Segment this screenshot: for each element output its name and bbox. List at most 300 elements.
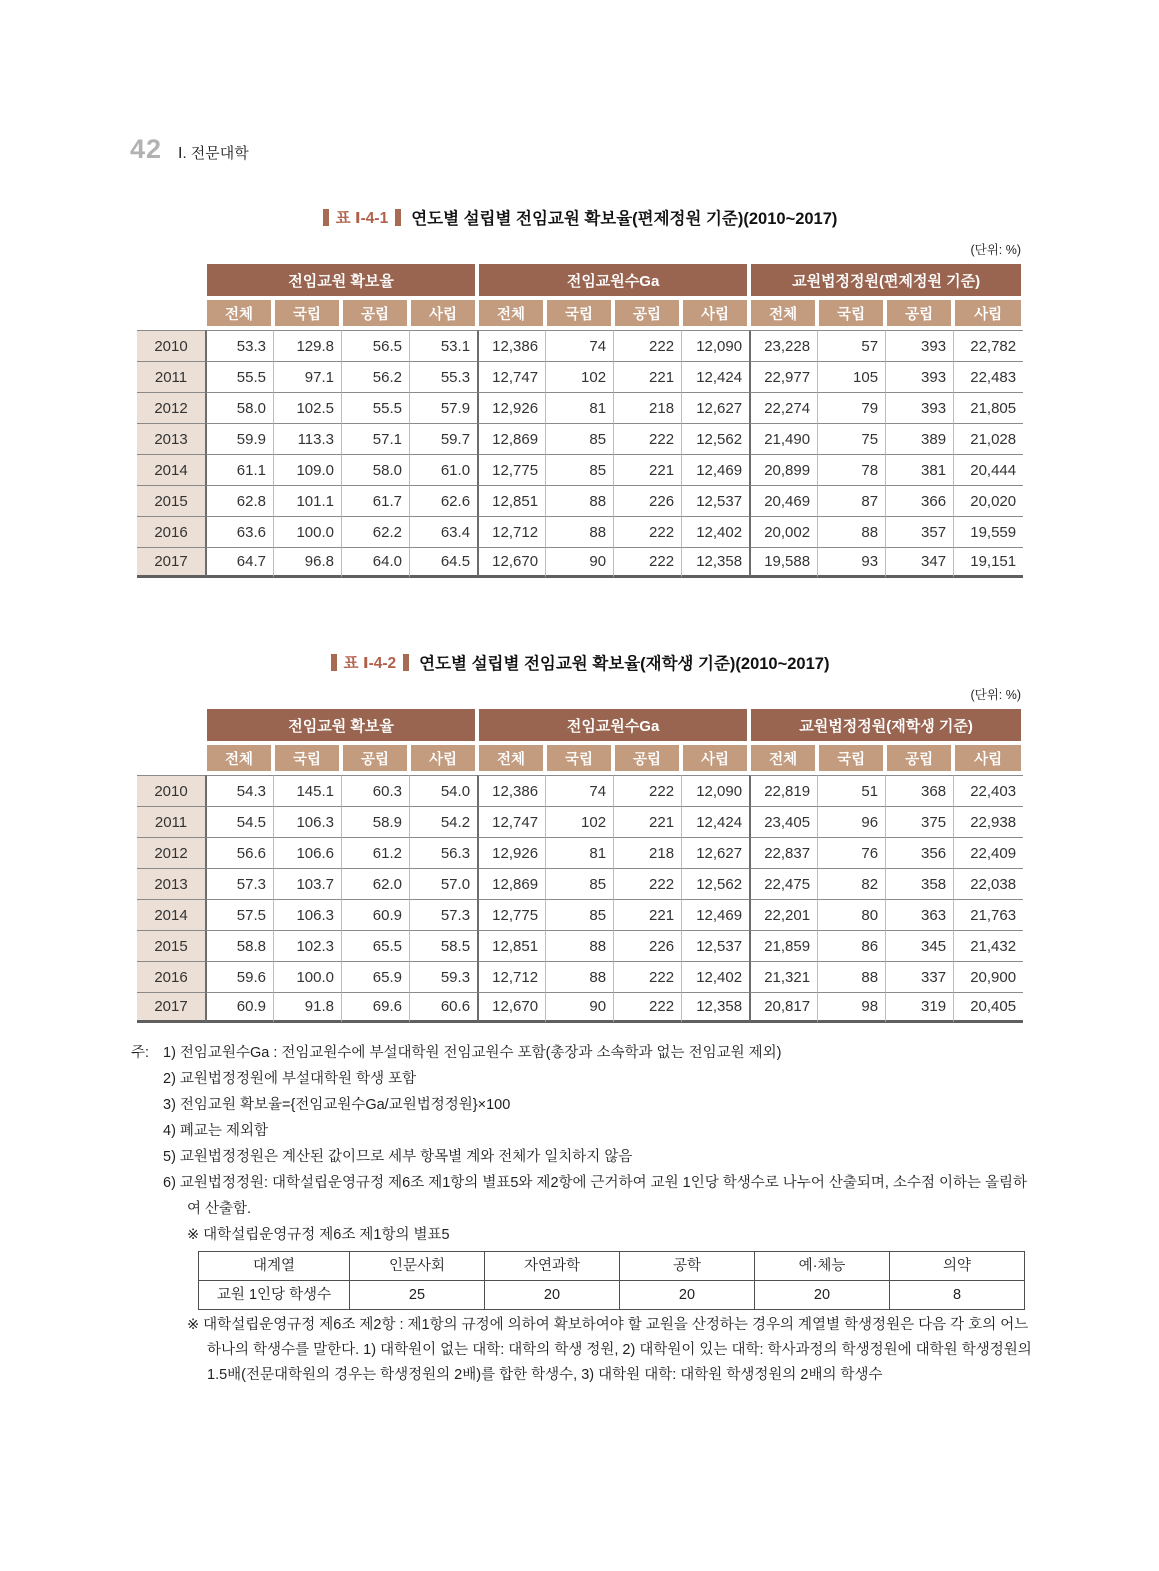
value-cell: 87 (817, 485, 885, 516)
column-header-cell: 공립 (885, 298, 953, 330)
reference-note-1: ※ 대학설립운영규정 제6조 제1항의 별표5 (187, 1227, 450, 1243)
value-cell: 60.3 (341, 775, 409, 806)
value-cell: 21,763 (953, 899, 1023, 930)
value-cell: 102 (545, 806, 613, 837)
value-cell: 12,562 (681, 423, 749, 454)
value-cell: 20,444 (953, 454, 1023, 485)
ratio-cell: 8 (890, 1281, 1025, 1310)
column-header-cell: 국립 (817, 298, 885, 330)
value-cell: 221 (613, 454, 681, 485)
value-cell: 54.5 (205, 806, 273, 837)
column-header-cell: 전체 (749, 743, 817, 775)
year-cell: 2012 (137, 392, 205, 423)
group-header-cell: 교원법정정원(재학생 기준) (749, 707, 1023, 743)
value-cell: 56.5 (341, 330, 409, 361)
value-cell: 57.5 (205, 899, 273, 930)
value-cell: 62.8 (205, 485, 273, 516)
value-cell: 88 (545, 930, 613, 961)
value-cell: 96 (817, 806, 885, 837)
value-cell: 12,627 (681, 837, 749, 868)
column-header-cell: 전체 (205, 743, 273, 775)
value-cell: 54.0 (409, 775, 477, 806)
value-cell: 61.2 (341, 837, 409, 868)
value-cell: 57 (817, 330, 885, 361)
value-cell: 60.9 (341, 899, 409, 930)
value-cell: 88 (817, 516, 885, 547)
value-cell: 56.6 (205, 837, 273, 868)
value-cell: 358 (885, 868, 953, 899)
value-cell: 12,537 (681, 485, 749, 516)
value-cell: 88 (545, 961, 613, 992)
value-cell: 12,869 (477, 423, 545, 454)
value-cell: 74 (545, 330, 613, 361)
value-cell: 12,562 (681, 868, 749, 899)
table-row (137, 423, 1023, 454)
value-cell: 12,090 (681, 330, 749, 361)
value-cell: 345 (885, 930, 953, 961)
value-cell: 381 (885, 454, 953, 485)
value-cell: 22,483 (953, 361, 1023, 392)
value-cell: 61.1 (205, 454, 273, 485)
value-cell: 51 (817, 775, 885, 806)
value-cell: 59.7 (409, 423, 477, 454)
value-cell: 12,712 (477, 961, 545, 992)
column-header-cell: 공립 (341, 298, 409, 330)
table-1 (137, 262, 1023, 578)
value-cell: 12,424 (681, 806, 749, 837)
column-header-cell: 사립 (681, 298, 749, 330)
value-cell: 218 (613, 837, 681, 868)
table1-body (137, 330, 1023, 578)
value-cell: 57.1 (341, 423, 409, 454)
page-header (130, 134, 249, 165)
value-cell: 357 (885, 516, 953, 547)
note-item: 6) 교원법정정원: 대학설립운영규정 제6조 제1항의 별표5와 제2항에 근거하여 교원 1인당 학생수로 나누어 산출되며, 소수점 이하는 올림하여 산출함. (163, 1175, 1028, 1217)
value-cell: 19,588 (749, 547, 817, 578)
value-cell: 100.0 (273, 516, 341, 547)
column-header-cell: 국립 (545, 298, 613, 330)
value-cell: 129.8 (273, 330, 341, 361)
value-cell: 12,670 (477, 992, 545, 1023)
table-row (137, 992, 1023, 1023)
value-cell: 363 (885, 899, 953, 930)
value-cell: 12,926 (477, 392, 545, 423)
title-bar-icon (395, 209, 401, 226)
value-cell: 221 (613, 361, 681, 392)
table-row (137, 775, 1023, 806)
year-cell: 2015 (137, 485, 205, 516)
value-cell: 79 (817, 392, 885, 423)
column-header-cell: 사립 (409, 743, 477, 775)
table1-tag (323, 206, 402, 228)
year-cell: 2015 (137, 930, 205, 961)
title-bar-icon (323, 209, 329, 226)
value-cell: 19,559 (953, 516, 1023, 547)
page-number: 42 (130, 134, 163, 164)
value-cell: 22,475 (749, 868, 817, 899)
value-cell: 12,537 (681, 930, 749, 961)
value-cell: 20,817 (749, 992, 817, 1023)
value-cell: 222 (613, 423, 681, 454)
value-cell: 12,386 (477, 775, 545, 806)
table2-section (137, 650, 1023, 1023)
ratio-cell: 의약 (890, 1252, 1025, 1281)
value-cell: 337 (885, 961, 953, 992)
value-cell: 12,090 (681, 775, 749, 806)
year-cell: 2017 (137, 547, 205, 578)
year-cell: 2013 (137, 423, 205, 454)
column-header-cell: 사립 (953, 743, 1023, 775)
note-item: 5) 교원법정정원은 계산된 값이므로 세부 항목별 계와 전체가 일치하지 않음 (163, 1149, 633, 1165)
table-row (137, 361, 1023, 392)
value-cell: 63.6 (205, 516, 273, 547)
column-header-cell: 전체 (205, 298, 273, 330)
value-cell: 75 (817, 423, 885, 454)
footnotes-list (131, 1040, 1032, 1388)
value-cell: 218 (613, 392, 681, 423)
value-cell: 65.9 (341, 961, 409, 992)
table-row (137, 485, 1023, 516)
table2-tag-label: 표 Ⅰ-4-2 (343, 655, 397, 672)
value-cell: 22,201 (749, 899, 817, 930)
table1-section (137, 205, 1023, 578)
ratio-value-row (199, 1281, 1025, 1310)
column-header-cell: 공립 (341, 743, 409, 775)
table2-tag (331, 651, 410, 673)
value-cell: 102.5 (273, 392, 341, 423)
ratio-cell: 20 (620, 1281, 755, 1310)
value-cell: 86 (817, 930, 885, 961)
column-header-cell: 공립 (885, 743, 953, 775)
column-header-cell: 사립 (681, 743, 749, 775)
value-cell: 88 (545, 516, 613, 547)
value-cell: 61.0 (409, 454, 477, 485)
value-cell: 69.6 (341, 992, 409, 1023)
value-cell: 81 (545, 392, 613, 423)
value-cell: 82 (817, 868, 885, 899)
value-cell: 53.3 (205, 330, 273, 361)
value-cell: 356 (885, 837, 953, 868)
table2-title-text: 연도별 설립별 전임교원 확보율(재학생 기준)(2010~2017) (419, 655, 830, 673)
value-cell: 55.3 (409, 361, 477, 392)
value-cell: 21,321 (749, 961, 817, 992)
value-cell: 54.2 (409, 806, 477, 837)
value-cell: 21,432 (953, 930, 1023, 961)
footnotes (131, 1040, 1032, 1388)
value-cell: 23,228 (749, 330, 817, 361)
note-item: 4) 폐교는 제외함 (163, 1123, 268, 1139)
value-cell: 12,869 (477, 868, 545, 899)
value-cell: 80 (817, 899, 885, 930)
value-cell: 85 (545, 423, 613, 454)
column-header-cell: 사립 (409, 298, 477, 330)
table1-tag-label: 표 Ⅰ-4-1 (335, 210, 389, 227)
value-cell: 22,819 (749, 775, 817, 806)
value-cell: 22,403 (953, 775, 1023, 806)
value-cell: 12,358 (681, 547, 749, 578)
value-cell: 20,900 (953, 961, 1023, 992)
ratio-cell: 20 (755, 1281, 890, 1310)
value-cell: 56.3 (409, 837, 477, 868)
notes-items (163, 1040, 1032, 1388)
group-header-cell: 전임교원수Ga (477, 262, 749, 298)
value-cell: 88 (545, 485, 613, 516)
year-cell: 2011 (137, 361, 205, 392)
header-corner-cell (137, 707, 205, 743)
value-cell: 22,782 (953, 330, 1023, 361)
value-cell: 22,038 (953, 868, 1023, 899)
value-cell: 62.0 (341, 868, 409, 899)
group-header-row (137, 707, 1023, 743)
value-cell: 12,402 (681, 516, 749, 547)
value-cell: 62.2 (341, 516, 409, 547)
header-corner-cell (137, 298, 205, 330)
table1-title-text: 연도별 설립별 전임교원 확보율(편제정원 기준)(2010~2017) (411, 210, 838, 228)
value-cell: 58.5 (409, 930, 477, 961)
value-cell: 106.3 (273, 806, 341, 837)
value-cell: 64.5 (409, 547, 477, 578)
value-cell: 59.9 (205, 423, 273, 454)
group-header-row (137, 262, 1023, 298)
value-cell: 63.4 (409, 516, 477, 547)
value-cell: 393 (885, 361, 953, 392)
value-cell: 226 (613, 930, 681, 961)
year-cell: 2016 (137, 516, 205, 547)
value-cell: 222 (613, 330, 681, 361)
year-cell: 2016 (137, 961, 205, 992)
column-header-cell: 공립 (613, 743, 681, 775)
note-item: 3) 전임교원 확보율={전임교원수Ga/교원법정정원}×100 (163, 1097, 511, 1113)
value-cell: 21,490 (749, 423, 817, 454)
value-cell: 12,712 (477, 516, 545, 547)
table-row (137, 868, 1023, 899)
ratio-cell: 대계열 (199, 1252, 350, 1281)
year-cell: 2014 (137, 454, 205, 485)
column-header-cell: 전체 (477, 298, 545, 330)
ratio-cell: 공학 (620, 1252, 755, 1281)
year-cell: 2010 (137, 330, 205, 361)
value-cell: 109.0 (273, 454, 341, 485)
note-item: 1) 전임교원수Ga : 전임교원수에 부설대학원 전임교원수 포함(총장과 소속학과 없는 전임교원 제외) (163, 1045, 782, 1061)
value-cell: 221 (613, 806, 681, 837)
value-cell: 319 (885, 992, 953, 1023)
value-cell: 55.5 (341, 392, 409, 423)
value-cell: 20,899 (749, 454, 817, 485)
note-item: 2) 교원법정정원에 부설대학원 학생 포함 (163, 1071, 417, 1087)
value-cell: 23,405 (749, 806, 817, 837)
value-cell: 61.7 (341, 485, 409, 516)
value-cell: 74 (545, 775, 613, 806)
value-cell: 393 (885, 392, 953, 423)
value-cell: 57.9 (409, 392, 477, 423)
table-row (137, 516, 1023, 547)
table-row (137, 547, 1023, 578)
value-cell: 20,020 (953, 485, 1023, 516)
value-cell: 101.1 (273, 485, 341, 516)
value-cell: 12,469 (681, 454, 749, 485)
title-bar-icon (331, 654, 337, 671)
table-row (137, 330, 1023, 361)
ratio-cell: 25 (350, 1281, 485, 1310)
year-cell: 2012 (137, 837, 205, 868)
reference-note-2: ※ 대학설립운영규정 제6조 제2항 : 제1항의 규정에 의하여 확보하여야 할 교원을 산정하는 경우의 계열별 학생정원은 다음 각 호의 어느 하나의 학생수를 말한다. 1) 대학원이 없는 대학: 대학의 학생 정원, 2) 대학원이 있는 대학: 학사과정의 학생정원에 대학원 학생정원의 1.5배(전문대학원의 경우는 학생정원의 2배)를 합한 학생수, 3) 대학원 대학: 대학원 학생정원의 2배의 학생수 (187, 1317, 1032, 1383)
column-header-cell: 국립 (817, 743, 885, 775)
value-cell: 22,977 (749, 361, 817, 392)
table2-body (137, 775, 1023, 1023)
value-cell: 60.6 (409, 992, 477, 1023)
value-cell: 58.9 (341, 806, 409, 837)
value-cell: 96.8 (273, 547, 341, 578)
notes-prefix: 주: (131, 1045, 150, 1061)
value-cell: 88 (817, 961, 885, 992)
value-cell: 145.1 (273, 775, 341, 806)
group-header-cell: 전임교원 확보율 (205, 707, 477, 743)
group-header-cell: 전임교원 확보율 (205, 262, 477, 298)
value-cell: 78 (817, 454, 885, 485)
value-cell: 106.3 (273, 899, 341, 930)
ratio-header-row (199, 1252, 1025, 1281)
value-cell: 368 (885, 775, 953, 806)
value-cell: 56.2 (341, 361, 409, 392)
value-cell: 57.3 (205, 868, 273, 899)
ratio-cell: 20 (485, 1281, 620, 1310)
value-cell: 22,938 (953, 806, 1023, 837)
value-cell: 65.5 (341, 930, 409, 961)
value-cell: 12,670 (477, 547, 545, 578)
column-header-cell: 전체 (477, 743, 545, 775)
value-cell: 62.6 (409, 485, 477, 516)
value-cell: 20,469 (749, 485, 817, 516)
table-row (137, 837, 1023, 868)
value-cell: 347 (885, 547, 953, 578)
value-cell: 221 (613, 899, 681, 930)
value-cell: 21,859 (749, 930, 817, 961)
value-cell: 12,747 (477, 361, 545, 392)
value-cell: 58.8 (205, 930, 273, 961)
value-cell: 222 (613, 775, 681, 806)
value-cell: 59.6 (205, 961, 273, 992)
header-corner-cell (137, 743, 205, 775)
year-cell: 2011 (137, 806, 205, 837)
value-cell: 12,402 (681, 961, 749, 992)
value-cell: 222 (613, 547, 681, 578)
unit-label: (단위: %) (970, 688, 1021, 702)
value-cell: 81 (545, 837, 613, 868)
table-row (137, 392, 1023, 423)
ratio-table-body (199, 1281, 1025, 1310)
column-header-cell: 사립 (953, 298, 1023, 330)
table-row (137, 930, 1023, 961)
value-cell: 393 (885, 330, 953, 361)
value-cell: 54.3 (205, 775, 273, 806)
section-label: Ⅰ. 전문대학 (178, 145, 249, 162)
value-cell: 90 (545, 547, 613, 578)
ratio-cell: 예·체능 (755, 1252, 890, 1281)
value-cell: 21,028 (953, 423, 1023, 454)
year-cell: 2013 (137, 868, 205, 899)
table1-title (137, 205, 1023, 229)
value-cell: 93 (817, 547, 885, 578)
group-header-cell: 교원법정정원(편제정원 기준) (749, 262, 1023, 298)
column-header-cell: 공립 (613, 298, 681, 330)
value-cell: 12,747 (477, 806, 545, 837)
ratio-cell: 인문사회 (350, 1252, 485, 1281)
value-cell: 58.0 (341, 454, 409, 485)
value-cell: 98 (817, 992, 885, 1023)
table2-header (137, 707, 1023, 775)
value-cell: 389 (885, 423, 953, 454)
value-cell: 22,837 (749, 837, 817, 868)
value-cell: 103.7 (273, 868, 341, 899)
value-cell: 19,151 (953, 547, 1023, 578)
value-cell: 222 (613, 961, 681, 992)
value-cell: 22,274 (749, 392, 817, 423)
value-cell: 12,775 (477, 899, 545, 930)
value-cell: 106.6 (273, 837, 341, 868)
value-cell: 102 (545, 361, 613, 392)
column-header-cell: 국립 (273, 298, 341, 330)
value-cell: 12,851 (477, 930, 545, 961)
value-cell: 57.3 (409, 899, 477, 930)
value-cell: 57.0 (409, 868, 477, 899)
value-cell: 12,386 (477, 330, 545, 361)
title-bar-icon (403, 654, 409, 671)
value-cell: 20,002 (749, 516, 817, 547)
table-2 (137, 707, 1023, 1023)
group-header-cell: 전임교원수Ga (477, 707, 749, 743)
value-cell: 90 (545, 992, 613, 1023)
value-cell: 97.1 (273, 361, 341, 392)
value-cell: 100.0 (273, 961, 341, 992)
table-row (137, 454, 1023, 485)
value-cell: 85 (545, 868, 613, 899)
value-cell: 375 (885, 806, 953, 837)
value-cell: 12,358 (681, 992, 749, 1023)
year-cell: 2017 (137, 992, 205, 1023)
ratio-row-label: 교원 1인당 학생수 (199, 1281, 350, 1310)
value-cell: 222 (613, 516, 681, 547)
value-cell: 64.0 (341, 547, 409, 578)
value-cell: 366 (885, 485, 953, 516)
value-cell: 222 (613, 992, 681, 1023)
sub-header-row (137, 743, 1023, 775)
column-header-cell: 국립 (273, 743, 341, 775)
table-row (137, 961, 1023, 992)
value-cell: 60.9 (205, 992, 273, 1023)
column-header-cell: 국립 (545, 743, 613, 775)
value-cell: 12,627 (681, 392, 749, 423)
table-row (137, 899, 1023, 930)
value-cell: 12,469 (681, 899, 749, 930)
value-cell: 85 (545, 899, 613, 930)
year-cell: 2010 (137, 775, 205, 806)
value-cell: 55.5 (205, 361, 273, 392)
table2-title (137, 650, 1023, 674)
value-cell: 59.3 (409, 961, 477, 992)
table-row (137, 806, 1023, 837)
value-cell: 12,926 (477, 837, 545, 868)
value-cell: 91.8 (273, 992, 341, 1023)
year-cell: 2014 (137, 899, 205, 930)
value-cell: 22,409 (953, 837, 1023, 868)
ratio-cell: 자연과학 (485, 1252, 620, 1281)
column-header-cell: 전체 (749, 298, 817, 330)
value-cell: 105 (817, 361, 885, 392)
value-cell: 12,424 (681, 361, 749, 392)
sub-header-row (137, 298, 1023, 330)
value-cell: 226 (613, 485, 681, 516)
value-cell: 102.3 (273, 930, 341, 961)
